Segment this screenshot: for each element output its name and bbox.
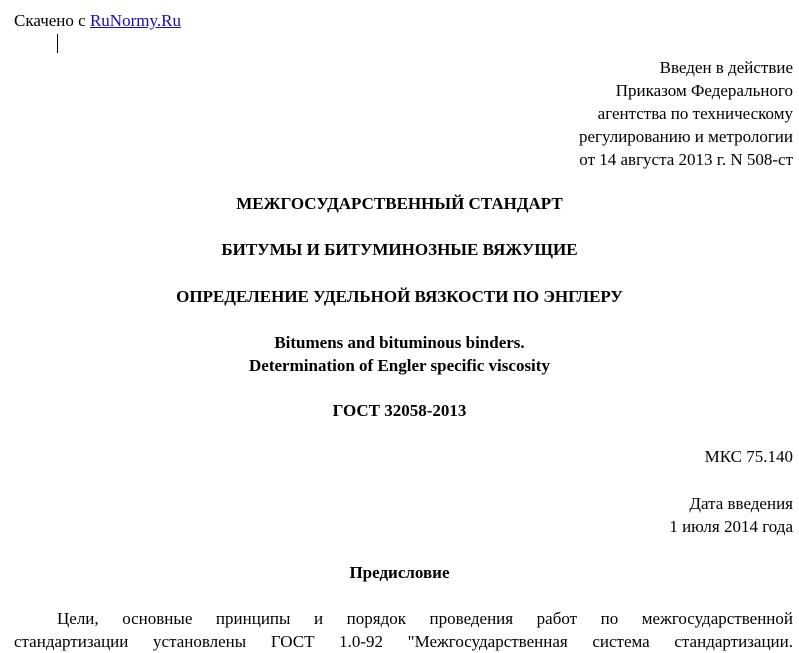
approval-line: от 14 августа 2013 г. N 508-ст [579,150,793,169]
english-title-line-2: Determination of Engler specific viscosity [249,356,550,375]
effective-date-label: Дата введения [689,494,793,513]
foreword-heading: Предисловие [349,563,450,582]
method-heading: ОПРЕДЕЛЕНИЕ УДЕЛЬНОЙ ВЯЗКОСТИ ПО ЭНГЛЕРУ [176,287,623,306]
source-link[interactable]: RuNormy.Ru [89,11,181,30]
foreword-paragraph [14,607,793,653]
approval-line: регулированию и метрологии [578,127,793,146]
foreword-line: стандартизации установлены ГОСТ 1.0-92 "Межгосударственная система стандартизации. [14,632,793,651]
source-line [14,9,181,32]
effective-date-value: 1 июля 2014 года [669,517,793,536]
approval-line: Приказом Федерального [615,81,793,100]
mks-code: МКС 75.140 [704,447,793,466]
subject-heading: БИТУМЫ И БИТУМИНОЗНЫЕ ВЯЖУЩИЕ [221,240,578,259]
foreword-line: Цели, основные принципы и порядок проведения работ по межгосударственной [57,609,793,628]
approval-block [579,56,793,171]
approval-line: Введен в действие [659,58,793,77]
source-prefix: Скачено с [14,11,90,30]
english-title-line-1: Bitumens and bituminous binders. [274,333,525,352]
gost-number: ГОСТ 32058-2013 [332,401,467,420]
approval-line: агентства по техническому [597,104,793,123]
text-cursor [57,34,58,53]
standard-type-heading: МЕЖГОСУДАРСТВЕННЫЙ СТАНДАРТ [236,194,563,213]
